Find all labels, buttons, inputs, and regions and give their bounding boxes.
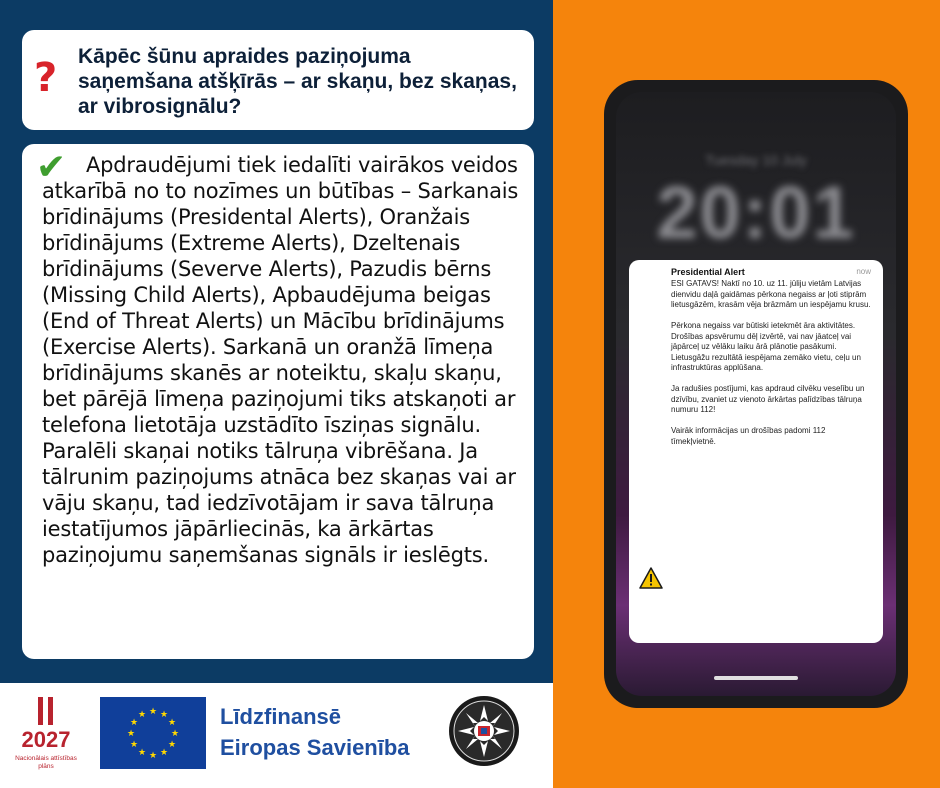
lock-screen-date: Tuesday 10 July [705,152,807,168]
svg-text:★: ★ [137,710,147,720]
alert-paragraph: ESI GATAVS! Naktī no 10. uz 11. jūliju vietām Latvijas dienvidu daļā gaidāmas pērkona negaiss ar ļoti stiprām lietusgāzēm, krasām vēja brāzmām un iespējamu krusu. [671,279,871,309]
answer-text: Apdraudējumi tiek iedalīti vairākos veidos atkarībā no to nozīmes un būtības – Sarkanais brīdinājums (Presidental Alerts), Oranžais brīdinājums (Extreme Alerts), Dzeltenais brīdinājums (Severve Alerts), Pazudis bērns (Missing Child Alerts), Apbaudējuma beigas (End of Threat Alerts) un Mācību brīdinājums (Exercise Alerts). Sarkanā un oranžā līmeņa brīdinājums skanēs ar noteiktu, skaļu skaņu, bet pārējā līmeņa paziņojumi tiks atskaņoti ar telefona lietotāja uzstādīto īsziņas signālu. Paralēli skaņai notiks tālruņa vibrēšana. Ja tālrunim paziņojums atnāca bez skaņas vai ar vāju skaņu, tad iedzīvotājam ir sava tālruņa iestatījumos jāpārliecinās, ka ārkārtas paziņojumu saņemšanas signāls ir ieslēgts. [42,153,519,567]
eu-line-2: Eiropas Savienība [220,735,410,760]
footer [0,683,553,788]
svg-text:★: ★ [129,740,139,750]
alert-paragraph: Ja radušies postījumi, kas apdraud cilvēku veselību un dzīvību, zvaniet uz vienoto ārkārtas palīdzības tālruņa numuru 112! [671,384,865,414]
np-caption: Nacionālais attīstības plāns [15,755,77,770]
svg-text:★: ★ [159,748,169,758]
svg-text:★: ★ [167,740,177,750]
alert-body [671,279,871,458]
alert-title: Presidential Alert [671,267,745,277]
alert-time: now [856,267,871,276]
national-development-plan-logo [14,697,78,777]
lock-screen-clock: 20:01 [656,171,856,254]
fire-rescue-emblem-icon [448,695,520,767]
svg-text:★: ★ [148,751,158,761]
svg-text:★: ★ [159,710,169,720]
svg-text:★: ★ [126,729,136,739]
svg-text:★: ★ [129,718,139,728]
eu-flag-icon [100,697,206,769]
warning-icon [639,567,663,589]
eu-line-1: Līdzfinansē [220,704,342,729]
home-indicator[interactable] [714,676,798,680]
np-bars-icon [38,697,54,725]
presidential-alert-notification[interactable] [629,260,883,643]
svg-text:★: ★ [148,707,158,717]
check-mark-icon: ✔ [36,147,67,188]
eu-cofinanced-text [220,701,410,763]
alert-paragraph: Vairāk informācijas un drošības padomi 112 tīmekļvietnē. [671,426,826,446]
alert-paragraph: Pērkona negaiss var būtiski ietekmēt āra aktivitātes. Drošības apsvērumu dēļ izvērtē, vai nav jāatceļ vai jāpārceļ uz vēlāku laiku ārā plānotie pasākumi. Lietusgāžu rezultātā iespējama zemāko vietu, ceļu un infrastruktūras applūšana. [671,321,861,372]
svg-text:★: ★ [167,718,177,728]
question-mark-icon: ? [34,55,58,101]
answer-card [22,144,534,659]
np-year: 2027 [21,727,71,752]
question-heading: Kāpēc šūnu apraides paziņojuma saņemšana atšķīrās – ar skaņu, bez skaņas, ar vibrosignālu? [78,45,517,118]
svg-text:★: ★ [137,748,147,758]
svg-text:★: ★ [170,729,180,739]
question-card [22,30,534,130]
